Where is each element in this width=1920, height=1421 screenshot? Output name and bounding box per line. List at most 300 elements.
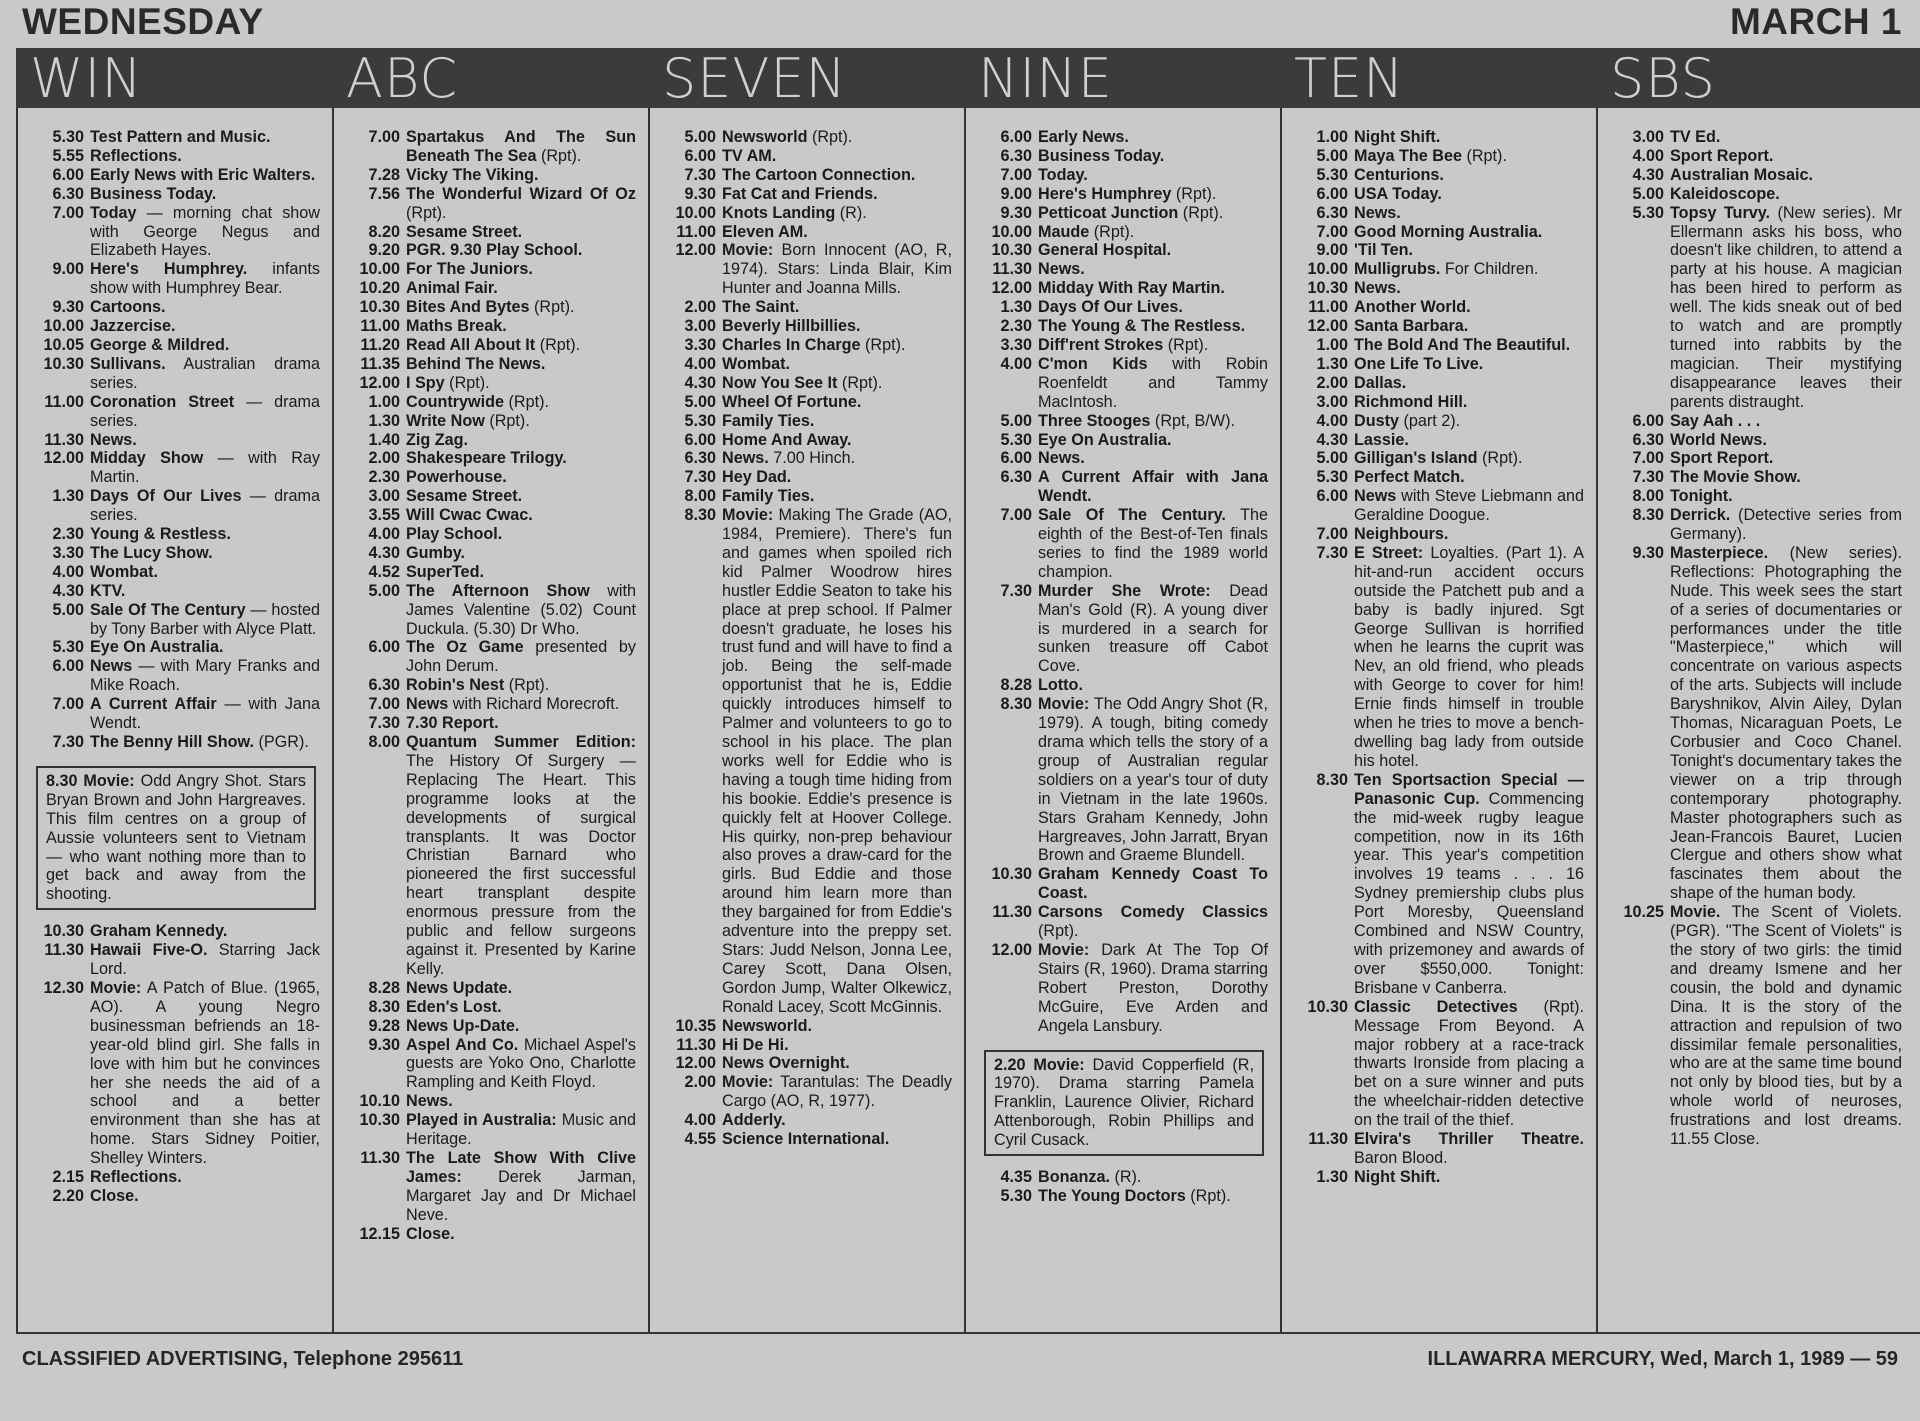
listing-time: 10.30 [359,1111,400,1130]
program-title: Carsons Comedy Classics [1038,903,1268,922]
program-desc: presented by John Derum. [406,638,637,676]
listing-time: 11.00 [360,317,400,336]
listing-text [722,449,952,468]
listing-text [1670,544,1902,903]
program-title: Classic Detectives [1354,997,1518,1016]
program-title: Science International. [722,1130,890,1149]
listing-time: 4.30 [368,543,400,562]
listing-time: 2.00 [684,1073,716,1092]
listing-text [1354,1130,1584,1168]
listing-text [1354,412,1584,431]
program-desc: The Scent of Violets. (PGR). "The Scent of Violets" is the story of two girls: the timid and dreamy Ismene and her cousin, the bold and dynamic Dina. It is the story of the attraction and repulsion of two dissimilar female personalities, who are at the same time bound not only by blood ties, but by a whole world of neuroses, frustrations and lost dreams. 11.55 Close. [1670,903,1902,1149]
listing-time: 4.55 [684,1130,716,1149]
program-title: Early News with Eric Walters. [90,165,316,184]
program-title: George & Mildred. [90,335,230,354]
listing-text [722,223,952,242]
listing-time: 7.00 [1000,165,1032,184]
program-title: A Current Affair [90,695,217,714]
listing-time: 11.00 [44,392,84,411]
program-title: Sesame Street. [406,487,523,506]
program-desc: Baron Blood. [1354,1148,1448,1167]
program-title: SuperTed. [406,562,484,581]
listing-time: 6.00 [52,657,84,676]
listing-entry [980,412,1268,431]
listing-text [406,431,636,450]
program-title: News. [406,1092,453,1111]
listing-time: 9.28 [368,1016,400,1035]
program-desc: Tarantulas: The Deadly Cargo (AO, R, 1977). [722,1073,952,1111]
program-desc: A Patch of Blue. (1965, AO). A young Negro businessman befriends an 18-year-old blind girl. She falls in love with him but he convinces her she needs the aid of a school and a better environment than she has at home. Stars Sidney Poitier, Shelley Winters. [90,978,320,1168]
listing-time: 2.30 [1000,317,1032,336]
listing-text [1354,128,1584,147]
program-title: Coronation Street [90,392,235,411]
program-title: News Overnight. [722,1054,850,1073]
listing-text [90,185,320,204]
program-desc: The History Of Surgery — Replacing The Heart. This programme looks at the developments of surgical transplants. It was Doctor Christian Barnard who pioneered the first successful heart transplant despite enormous pressure from the public and fellow surgeons against it. Presented by Karine Kelly. [406,751,636,978]
program-title: Eleven AM. [722,222,808,241]
listing-text [406,563,636,582]
listing-time: 7.00 [1000,506,1032,525]
listing-entry [664,336,952,355]
program-title: The Oz Game [406,638,524,657]
listing-entry [32,147,320,166]
listing-text [1038,298,1268,317]
program-title: Young & Restless. [90,525,231,544]
program-title: Sport Report. [1670,146,1774,165]
listing-text [1670,468,1902,487]
listing-time: 7.56 [368,184,400,203]
program-desc: (Rpt). [1178,203,1224,222]
listing-text [90,601,320,639]
listing-time: 6.00 [684,146,716,165]
listing-text [1354,298,1584,317]
listing-text [1038,506,1268,582]
program-title: Aspel And Co. [406,1035,519,1054]
program-desc: (Rpt). Message From Beyond. A major robbery at a race-track thwarts Ironside from placing a bet on a sure winner and puts the wheelchair-ridden detective on the trail of the thief. [1354,997,1584,1130]
listing-text [406,336,636,355]
listing-text [1038,336,1268,355]
listing-text [90,260,320,298]
listing-time: 9.30 [52,298,84,317]
channel-seven: SEVEN [662,46,847,110]
listing-entry [664,1036,952,1055]
program-desc: (Rpt). [1185,1186,1231,1205]
listing-text [1038,166,1268,185]
listing-time: 6.30 [52,184,84,203]
listing-entry [664,412,952,431]
listing-text [90,525,320,544]
listing-entry [1296,204,1584,223]
listing-text [90,979,320,1168]
program-title: Gilligan's Island [1354,449,1478,468]
listing-text [406,979,636,998]
listing-entry [1296,223,1584,242]
program-title: The Afternoon Show [406,581,590,600]
listing-entry [348,336,636,355]
listing-entry [1612,412,1902,431]
listing-entry [664,317,952,336]
listing-time: 7.28 [368,165,400,184]
program-title: Shakespeare Trilogy. [406,449,567,468]
program-desc: Michael Aspel's guests are Yoko Ono, Charlotte Rampling and Keith Floyd. [406,1035,636,1092]
program-desc: (part 2). [1398,411,1461,430]
listing-entry [1296,166,1584,185]
listing-entry [1296,487,1584,525]
program-desc: with Robin Roenfeldt and Tammy MacIntosh. [1038,354,1268,411]
classified-footer: CLASSIFIED ADVERTISING, Telephone 295611 [22,1347,464,1370]
program-title: News. [90,430,137,449]
listing-entry [664,128,952,147]
listing-entry [664,1017,952,1036]
program-desc: Starring Jack Lord. [90,941,320,979]
listing-text [722,374,952,393]
listing-text [406,487,636,506]
listing-text [406,185,636,223]
listing-entry [348,1111,636,1149]
program-title: Fat Cat and Friends. [722,184,878,203]
listing-time: 5.30 [1316,468,1348,487]
program-title: One Life To Live. [1354,354,1484,373]
program-desc: — drama series. [90,487,320,525]
program-title: Movie: [90,978,142,997]
program-title: The Late Show With Clive James: [406,1148,636,1186]
listing-time: 11.30 [992,903,1032,922]
listing-entry [32,1168,320,1187]
program-desc: (Rpt). [1038,922,1079,941]
listing-entry [348,1036,636,1093]
listing-entry [980,260,1268,279]
program-title: 'Til Ten. [1354,241,1414,260]
program-title: Eye On Australia. [1038,430,1172,449]
column-ten [1282,108,1598,1332]
program-title: For The Juniors. [406,260,533,279]
program-title: Graham Kennedy Coast To Coast. [1038,865,1268,903]
listing-text [1354,147,1584,166]
listing-text [1038,279,1268,298]
listing-time: 5.30 [52,128,84,146]
program-title: Spartakus And The Sun Beneath The Sea [406,128,636,165]
program-title: Family Ties. [722,411,815,430]
listing-entry [348,185,636,223]
day-heading: WEDNESDAY [22,1,264,42]
listing-time: 5.30 [1632,203,1664,222]
listing-time: 11.20 [360,335,400,354]
listing-time: 2.00 [368,449,400,468]
program-desc: (Rpt). [444,373,490,392]
listing-entry [1296,771,1584,998]
listing-text [1354,336,1584,355]
listing-entry [980,941,1268,1036]
program-title: Days Of Our Lives [90,487,242,506]
listing-text [90,147,320,166]
listing-text [406,393,636,412]
program-title: Now You See It [722,373,838,392]
listing-text [722,468,952,487]
listing-time: 12.00 [359,373,400,392]
listing-text [90,1168,320,1187]
listing-entry [980,468,1268,506]
program-title: Jazzercise. [90,317,176,336]
program-title: The Bold And The Beautiful. [1354,335,1571,354]
program-desc: with Steve Liebmann and Geraldine Doogue. [1354,487,1584,525]
listing-entry [348,1149,636,1225]
listing-text [1354,260,1584,279]
listing-text [722,185,952,204]
listing-entry [1612,147,1902,166]
listing-text [1038,128,1268,147]
listing-text [1354,166,1584,185]
program-title: KTV. [90,581,126,600]
listing-time: 10.30 [43,922,84,941]
program-title: News [90,657,133,676]
listing-entry [1296,260,1584,279]
listing-time: 4.30 [52,581,84,600]
listing-time: 2.30 [52,525,84,544]
listing-text [1038,941,1268,1036]
program-desc: Born Innocent (AO, R, 1974). Stars: Linda Blair, Kim Hunter and Joanna Mills. [722,241,952,298]
listing-text [406,582,636,639]
program-title: Topsy Turvy. [1670,203,1771,222]
listing-time: 3.30 [1000,335,1032,354]
listing-entry [1612,166,1902,185]
highlight-title: 2.20 Movie: [994,1055,1085,1074]
program-title: The Lucy Show. [90,543,213,562]
listing-time: 9.30 [1632,543,1664,562]
listing-entry [1296,317,1584,336]
listing-time: 11.00 [1308,298,1348,317]
listing-time: 10.20 [359,279,400,298]
listing-text [406,468,636,487]
program-desc: Loyalties. (Part 1). A hit-and-run accident occurs outside the Patchett pub and a baby is badly injured. Sgt George Sullivan is horrified when he learns the cuprit was Nev, an old friend, who pleads with George to cover for him! Ernie finds himself in trouble when he tries to move a bench-dwelling bag lady from outside his hotel. [1354,543,1584,770]
program-title: Maya The Bee [1354,146,1462,165]
program-desc: 7.00 Hinch. [768,449,856,468]
program-title: Zig Zag. [406,430,469,449]
program-title: General Hospital. [1038,241,1172,260]
listing-time: 1.30 [1316,354,1348,373]
listing-time: 4.35 [1000,1168,1032,1187]
column-sbs [1598,108,1914,1332]
listing-time: 7.00 [1316,525,1348,544]
listing-text [1354,468,1584,487]
program-title: Movie: [722,506,774,525]
listing-entry [980,298,1268,317]
channel-ten: TEN [1294,46,1405,110]
listing-entry [348,223,636,242]
listing-text [722,336,952,355]
program-title: Eye On Australia. [90,638,224,657]
listing-entry [1612,449,1902,468]
listing-text [1038,865,1268,903]
listing-entry [980,903,1268,941]
listing-entry [980,204,1268,223]
listing-entry [1296,1168,1584,1187]
listing-text [1038,468,1268,506]
listing-entry [1612,903,1902,1149]
program-title: Will Cwac Cwac. [406,506,533,525]
program-title: World News. [1670,430,1767,449]
listing-time: 7.00 [368,695,400,714]
program-title: The Young & The Restless. [1038,317,1246,336]
listing-time: 8.30 [1316,770,1348,789]
program-title: News [406,695,449,714]
listing-text [406,1149,636,1225]
listing-text [406,374,636,393]
listing-text [1670,128,1902,147]
listing-text [406,279,636,298]
listing-time: 5.00 [1632,184,1664,203]
program-title: Powerhouse. [406,468,507,487]
listing-entry [1296,1130,1584,1168]
listing-entry [348,468,636,487]
listing-time: 12.00 [675,1054,716,1073]
listing-time: 6.30 [1632,430,1664,449]
listing-time: 2.00 [684,298,716,317]
listing-time: 5.00 [1000,411,1032,430]
highlight-box [36,766,316,910]
listing-entry [664,147,952,166]
listing-time: 4.00 [368,525,400,544]
listing-entry [1296,544,1584,771]
listing-entry [664,487,952,506]
listing-text [1038,147,1268,166]
program-title: Animal Fair. [406,279,498,298]
program-title: News [1354,487,1397,506]
listing-text [90,563,320,582]
program-title: Early News. [1038,128,1129,146]
listing-text [1354,317,1584,336]
listing-entry [348,279,636,298]
listing-time: 12.00 [675,241,716,260]
program-desc: (Rpt). [860,335,906,354]
program-desc: (Rpt). [504,676,550,695]
listing-entry [348,449,636,468]
program-title: I Spy [406,373,445,392]
program-title: Business Today. [90,184,217,203]
program-title: Wombat. [90,562,159,581]
program-desc: (Rpt). [1461,146,1507,165]
listing-time: 10.00 [991,222,1032,241]
listing-text [722,355,952,374]
listing-text [90,695,320,733]
program-title: C'mon Kids [1038,354,1148,373]
listing-entry [664,204,952,223]
listing-text [1354,204,1584,223]
program-desc: (Rpt). [1089,222,1135,241]
listing-time: 5.30 [52,638,84,657]
listing-entry [664,431,952,450]
listing-entry [32,941,320,979]
listing-text [1038,223,1268,242]
program-title: Family Ties. [722,487,815,506]
listing-entry [980,147,1268,166]
listing-time: 5.30 [684,411,716,430]
listing-text [406,525,636,544]
listing-entry [1612,185,1902,204]
listing-time: 2.20 [52,1186,84,1205]
program-title: Play School. [406,525,503,544]
listing-entry [32,336,320,355]
listing-time: 8.30 [1632,506,1664,525]
listing-entry [32,638,320,657]
listing-text [722,1017,952,1036]
listing-text [90,487,320,525]
listing-text [1354,1168,1584,1187]
listing-entry [32,128,320,147]
program-title: Sport Report. [1670,449,1774,468]
program-desc: — with Mary Franks and Mike Roach. [90,657,320,695]
listing-text [406,1092,636,1111]
program-title: Wombat. [722,354,791,373]
listing-entry [32,431,320,450]
program-title: The Cartoon Connection. [722,165,916,184]
listing-time: 8.30 [368,997,400,1016]
listing-text [406,298,636,317]
program-desc: (New series). Mr Ellermann asks his boss, who doesn't like children, to attend a party at his house. A magician has been hired to perform as well. The kids sneak out of bed to watch and are promptly turned into rabbits by the magician. Their mystifying disappearance leaves their parents distraught. [1670,203,1903,411]
listing-time: 11.30 [360,1148,400,1167]
listing-entry [1296,279,1584,298]
program-title: TV AM. [722,146,777,165]
program-title: Night Shift. [1354,1167,1441,1186]
listing-entry [348,241,636,260]
program-title: Vicky The Viking. [406,165,539,184]
program-title: The Movie Show. [1670,468,1801,487]
listing-entry [980,185,1268,204]
program-title: Movie. [1670,903,1721,922]
listing-time: 8.00 [1632,487,1664,506]
program-title: Knots Landing [722,203,836,222]
listing-text [722,1111,952,1130]
program-title: Movie: [1038,940,1090,959]
listing-time: 11.35 [360,354,400,373]
listing-time: 5.00 [1316,449,1348,468]
listing-time: 4.00 [1632,146,1664,165]
program-title: Write Now [406,411,485,430]
listing-text [1670,412,1902,431]
listing-text [1038,204,1268,223]
program-desc: Derek Jarman, Margaret Jay and Dr Michael Neve. [406,1167,636,1224]
program-title: Movie: [1038,695,1090,714]
program-title: Masterpiece. [1670,543,1769,562]
listing-text [722,128,952,147]
program-desc: Dead Man's Gold (R). A young diver is murdered in a search for sunken treasure off Cabot Cove. [1038,581,1268,676]
channel-bar [16,48,1920,108]
program-desc: — hosted by Tony Barber with Alyce Platt. [90,600,320,638]
program-title: Australian Mosaic. [1670,165,1814,184]
listing-text [1354,355,1584,374]
listing-time: 8.00 [684,487,716,506]
program-title: PGR. 9.30 Play School. [406,241,583,260]
program-title: Ten Sportsaction Special — Panasonic Cup. [1354,770,1584,808]
listing-entry [664,223,952,242]
listing-entry [32,922,320,941]
listing-entry [1296,147,1584,166]
listing-entry [1296,998,1584,1130]
program-desc: (Rpt). [535,335,581,354]
listing-text [1670,449,1902,468]
listing-text [406,638,636,676]
listing-time: 6.00 [1632,411,1664,430]
program-title: Hawaii Five-O. [90,941,208,960]
column-abc [334,108,650,1332]
listings-grid [16,108,1920,1334]
listing-entry [1296,431,1584,450]
listing-entry [32,601,320,639]
listing-entry [664,298,952,317]
listing-time: 7.30 [1316,543,1348,562]
listing-text [1354,544,1584,771]
program-title: E Street: [1354,543,1424,562]
program-title: Cartoons. [90,298,166,317]
